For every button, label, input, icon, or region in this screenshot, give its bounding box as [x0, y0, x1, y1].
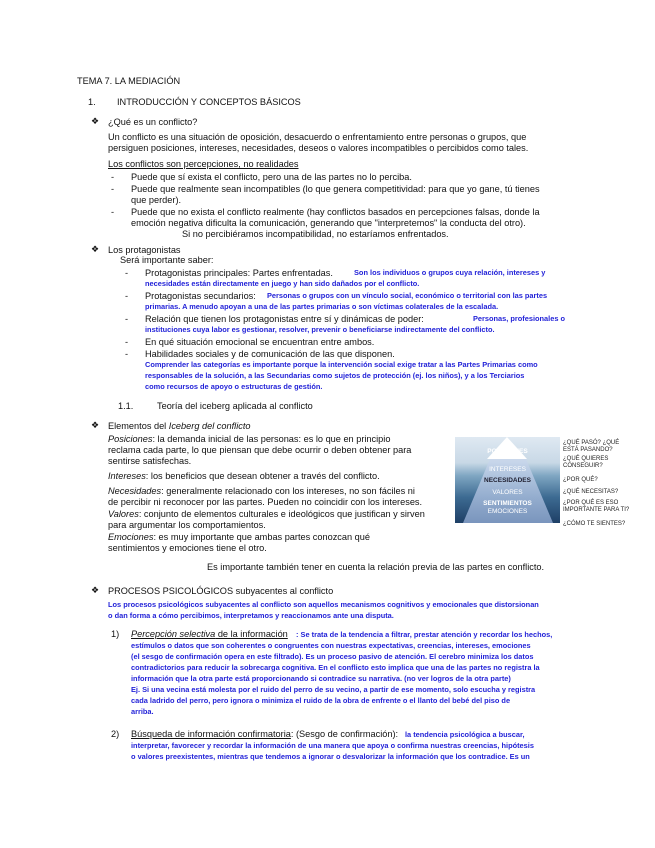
prot-item-note: primarias. A menudo apoyan a una de las partes primarias o son víctimas colaterales de la escalada. [145, 302, 499, 311]
iceberg-question: ¿POR QUÉ? [563, 477, 598, 483]
procesos-heading-b: subyacentes al conflicto [233, 586, 334, 596]
iceberg-question: ¿QUÉ NECESITAS? [563, 489, 619, 495]
process-text: Ej. Si una vecina está molesta por el ruido del perro de su vecino, a partir de ese momento, solo escucha y registra [131, 685, 536, 694]
iceberg-heading-b: Iceberg del conflicto [168, 421, 251, 431]
prot-item-note: necesidades están directamente en juego y han sido dañados por el conflicto. [145, 279, 420, 288]
term: Valores [108, 509, 139, 519]
dash-icon: - [111, 172, 115, 182]
dash-icon: - [111, 207, 115, 217]
process-text: información que la otra parte está proporcionando si contradice su narrativa. (no ver logros de la otra parte) [131, 674, 511, 683]
iceberg-necesidades-1 [108, 486, 444, 498]
iceberg-label: SENTIMIENTOS [483, 500, 532, 507]
q1-def-line1: Un conflicto es una situación de oposición, desacuerdo o enfrentamiento entre personas o grupos, que [108, 132, 527, 142]
section-number: 1. [88, 97, 96, 107]
process-number: 2) [111, 729, 120, 739]
process-text: la tendencia psicológica a buscar, [405, 730, 525, 739]
iceberg-necesidades-2: de percibir ni reconocer por las partes. Pueden no coincidir con los intereses. [108, 497, 423, 507]
iceberg-emociones-1 [108, 532, 444, 544]
dash-icon: - [125, 314, 129, 324]
prot-item-note: Son los individuos o grupos cuya relación, intereses y [354, 268, 546, 277]
q1-item: que perder). [131, 195, 182, 205]
doc-title: TEMA 7. LA MEDIACIÓN [77, 76, 181, 86]
process-title [131, 729, 398, 741]
term: Emociones [108, 532, 154, 542]
text: : es muy importante que ambas partes conozcan qué [153, 532, 370, 542]
q1-def-line2: persiguen posiciones, intereses, necesidades, deseos o valores incompatibles o percibidos como tales. [108, 143, 529, 153]
q1-item: emoción negativa dificulta la comunicación, generando que "interpretemos" la conducta del otro). [131, 218, 526, 228]
prot-note: Comprender las categorías es importante porque la intervención social exige tratar a las Partes Primarias como [145, 360, 538, 369]
process-text: cada ladrido del perro, pero ignora o minimiza el ruido de la obra de enfrente o el llanto del bebé del piso de [131, 696, 511, 705]
dash-icon: - [125, 337, 129, 347]
prot-item-note: instituciones cuya labor es gestionar, resolver, prevenir o beneficiarse indirectamente del conflicto. [145, 325, 495, 334]
dash-icon: - [111, 184, 115, 194]
section-title: INTRODUCCIÓN Y CONCEPTOS BÁSICOS [117, 97, 301, 107]
prot-item: Habilidades sociales y de comunicación de las que disponen. [145, 349, 395, 359]
text: : los beneficios que desean obtener a través del conflicto. [145, 471, 380, 481]
process-text: arriba. [131, 707, 154, 716]
iceberg-label: VALORES [492, 489, 523, 496]
process-text: o valores preexistentes, mientras que tendemos a ignorar o desvalorizar la información que los contradice. Es un [131, 752, 530, 761]
prot-item: Protagonistas secundarios: [145, 291, 256, 301]
iceberg-intereses [108, 471, 380, 483]
prot-note: como recursos de apoyo o estructuras de gestión. [145, 382, 323, 391]
iceberg-question: ¿QUÉ QUIERES CONSEGUIR? [563, 456, 609, 469]
iceberg-question: ¿CÓMO TE SIENTES? [563, 521, 626, 527]
prot-note: responsables de la solución, a las Secundarias como sujetos de protección (ej. los niños), y a los Terciarios [145, 371, 525, 380]
procesos-heading [108, 586, 333, 598]
procesos-heading-a: PROCESOS PSICOLÓGICOS [108, 586, 234, 596]
iceberg-image [455, 437, 560, 523]
process-text: (el sesgo de confirmación opera en este filtrado). Es un proceso pasivo de atención. El cerebro minimiza los datos [131, 652, 534, 661]
q1-subheading: Los conflictos son percepciones, no realidades [108, 159, 299, 169]
term: Intereses [108, 471, 146, 481]
bullet-diamond-icon: ❖ [91, 585, 100, 595]
procesos-intro: o dan forma a cómo percibimos, interpretamos y reaccionamos ante una disputa. [108, 611, 394, 620]
prot-item-note: Personas o grupos con un vínculo social, económico o territorial con las partes [267, 291, 548, 300]
prot-heading: Los protagonistas [108, 245, 181, 255]
process-text: estímulos o datos que son coherentes o congruentes con nuestras expectativas, creencias, intereses, emociones [131, 641, 531, 650]
process-title-term: Búsqueda de información confirmatoria [131, 729, 291, 739]
text: : la demanda inicial de las personas: es lo que en principio [152, 434, 391, 444]
q1-item: Puede que sí exista el conflicto, pero una de las partes no lo perciba. [131, 172, 412, 182]
procesos-intro: Los procesos psicológicos subyacentes al conflicto son aquellos mecanismos cognitivos y emocionales que distorsionan [108, 600, 539, 609]
iceberg-posiciones-2: reclama cada parte, lo que piensan que debe ocurrir o deben obtener para [108, 445, 412, 455]
term: Necesidades [108, 486, 162, 496]
process-text: : Se trata de la tendencia a filtrar, prestar atención y recordar los hechos, [296, 630, 553, 639]
bullet-diamond-icon: ❖ [91, 116, 100, 126]
process-title-term: Percepción selectiva [131, 629, 216, 639]
iceberg-posiciones-1 [108, 434, 444, 446]
bullet-diamond-icon: ❖ [91, 244, 100, 254]
iceberg-valores-1 [108, 509, 444, 521]
process-title [131, 629, 288, 641]
process-number: 1) [111, 629, 120, 639]
bullet-diamond-icon: ❖ [91, 420, 100, 430]
term: Posiciones [108, 434, 153, 444]
iceberg-question: ¿POR QUÉ ES ESO IMPORTANTE PARA TI? [563, 500, 630, 513]
q1-heading: ¿Qué es un conflicto? [108, 117, 198, 127]
q1-item: Puede que realmente sean incompatibles (lo que genera competitividad: para que yo gane, tú tienes [131, 184, 540, 194]
iceberg-heading [108, 421, 251, 433]
process-title-rest: de la información [215, 629, 288, 639]
prot-item: Protagonistas principales: Partes enfrentadas. [145, 268, 333, 278]
prot-item: En qué situación emocional se encuentran entre ambos. [145, 337, 375, 347]
dash-icon: - [125, 349, 129, 359]
dash-icon: - [125, 291, 129, 301]
subsection-number: 1.1. [118, 401, 134, 411]
prot-intro: Será importante saber: [120, 255, 214, 265]
process-text: interpretar, favorecer y recordar la información de una manera que apoya o confirma nuestras creencias, hipótesis [131, 741, 534, 750]
text: : conjunto de elementos culturales e ideológicos que justifican y sirven [138, 509, 425, 519]
q1-item: Puede que no exista el conflicto realmente (hay conflictos basados en percepciones falsas, donde la [131, 207, 540, 217]
iceberg-label: EMOCIONES [487, 508, 528, 515]
iceberg-label: INTERESES [489, 466, 526, 473]
text: : generalmente relacionado con los intereses, no son fáciles ni [161, 486, 415, 496]
process-title-rest: : (Sesgo de confirmación): [290, 729, 399, 739]
process-text: contradictorios para reducir la sobrecarga cognitiva. En el conflicto esto implica que una de las partes no registra la [131, 663, 540, 672]
q1-item: Si no percibiéramos incompatibilidad, no estaríamos enfrentados. [182, 229, 449, 239]
prot-item-note: Personas, profesionales o [473, 314, 566, 323]
iceberg-label: POSICIONES [487, 448, 528, 455]
subsection-title: Teoría del iceberg aplicada al conflicto [157, 401, 313, 411]
iceberg-emociones-2: sentimientos y emociones tiene el otro. [108, 543, 267, 553]
dash-icon: - [125, 268, 129, 278]
prot-item: Relación que tienen los protagonistas entre sí y dinámicas de poder: [145, 314, 424, 324]
iceberg-valores-2: para argumentar los comportamientos. [108, 520, 266, 530]
iceberg-question: ¿QUÉ PASÓ? ¿QUÉ ESTÁ PASANDO? [563, 440, 620, 453]
iceberg-note: Es importante también tener en cuenta la relación previa de las partes en conflicto. [207, 562, 545, 572]
iceberg-heading-a: Elementos del [108, 421, 169, 431]
iceberg-posiciones-3: sentirse satisfechas. [108, 456, 192, 466]
iceberg-label: NECESIDADES [484, 477, 531, 484]
